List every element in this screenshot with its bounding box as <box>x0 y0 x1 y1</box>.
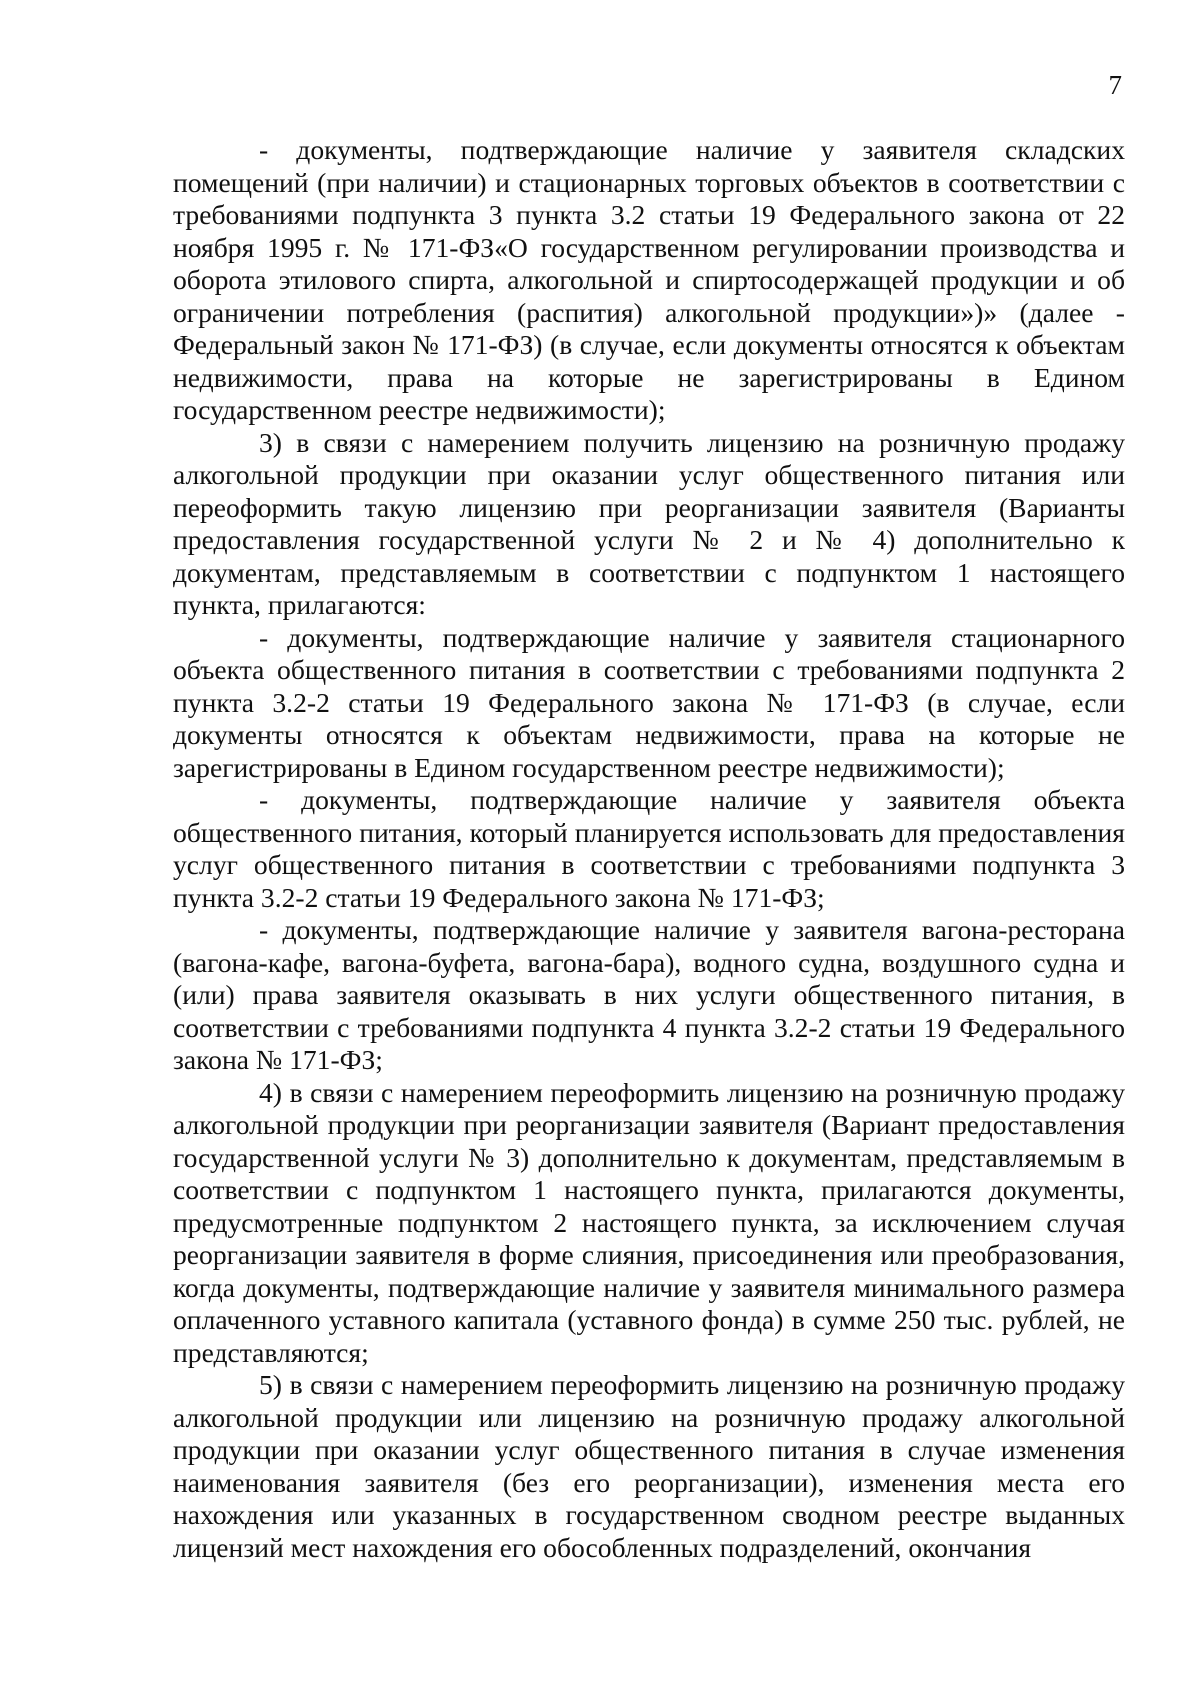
paragraph-item-5: 5) в связи с намерением переоформить лицензию на розничную продажу алкогольной продукции или лицензию на розничную продажу алкогольной продукции при оказании услуг общественного питания в случае изменения наименования заявителя (без его реорганизации), изменения места его нахождения или указанных в государственном сводном реестре выданных лицензий мест нахождения его обособленных подразделений, окончания <box>173 1369 1125 1563</box>
document-body <box>173 134 1125 1564</box>
paragraph-restaurant-car: - документы, подтверждающие наличие у заявителя вагона-ресторана (вагона-кафе, вагона-буфета, вагона-бара), водного судна, воздушного судна и (или) права заявителя оказывать в них услуги общественного питания, в соответствии с требованиями подпункта 4 пункта 3.2-2 статьи 19 Федерального закона № 171-ФЗ; <box>173 914 1125 1075</box>
paragraph-item-4: 4) в связи с намерением переоформить лицензию на розничную продажу алкогольной продукции при реорганизации заявителя (Вариант предоставления государственной услуги № 3) дополнительно к документам, представляемым в соответствии с подпунктом 1 настоящего пункта, прилагаются документы, предусмотренные подпунктом 2 настоящего пункта, за исключением случая реорганизации заявителя в форме слияния, присоединения или преобразования, когда документы, подтверждающие наличие у заявителя минимального размера оплаченного уставного капитала (уставного фонда) в сумме 250 тыс. рублей, не представляются; <box>173 1076 1125 1368</box>
paragraph-item-3: 3) в связи с намерением получить лицензию на розничную продажу алкогольной продукции при оказании услуг общественного питания или переоформить такую лицензию при реорганизации заявителя (Варианты предоставления государственной услуги № 2 и № 4) дополнительно к документам, представляемым в соответствии с подпунктом 1 настоящего пункта, прилагаются: <box>173 426 1125 620</box>
paragraph-stationary-catering-object: - документы, подтверждающие наличие у заявителя стационарного объекта общественного питания в соответствии с требованиями подпункта 2 пункта 3.2-2 статьи 19 Федерального закона № 171-ФЗ (в случае, если документы относятся к объектам недвижимости, права на которые не зарегистрированы в Едином государственном реестре недвижимости); <box>173 621 1125 783</box>
page-number: 7 <box>1108 70 1122 100</box>
paragraph-catering-object: - документы, подтверждающие наличие у заявителя объекта общественного питания, который планируется использовать для предоставления услуг общественного питания в соответствии с требованиями подпункта 3 пункта 3.2-2 статьи 19 Федерального закона № 171-ФЗ; <box>173 784 1125 913</box>
paragraph-warehouse-documents: - документы, подтверждающие наличие у заявителя складских помещений (при наличии) и стационарных торговых объектов в соответствии с требованиями подпункта 3 пункта 3.2 статьи 19 Федерального закона от 22 ноября 1995 г. № 171-ФЗ«О государственном регулировании производства и оборота этилового спирта, алкогольной и спиртосодержащей продукции и об ограничении потребления (распития) алкогольной продукции»)» (далее - Федеральный закон № 171-ФЗ) (в случае, если документы относятся к объектам недвижимости, права на которые не зарегистрированы в Едином государственном реестре недвижимости); <box>173 134 1125 425</box>
